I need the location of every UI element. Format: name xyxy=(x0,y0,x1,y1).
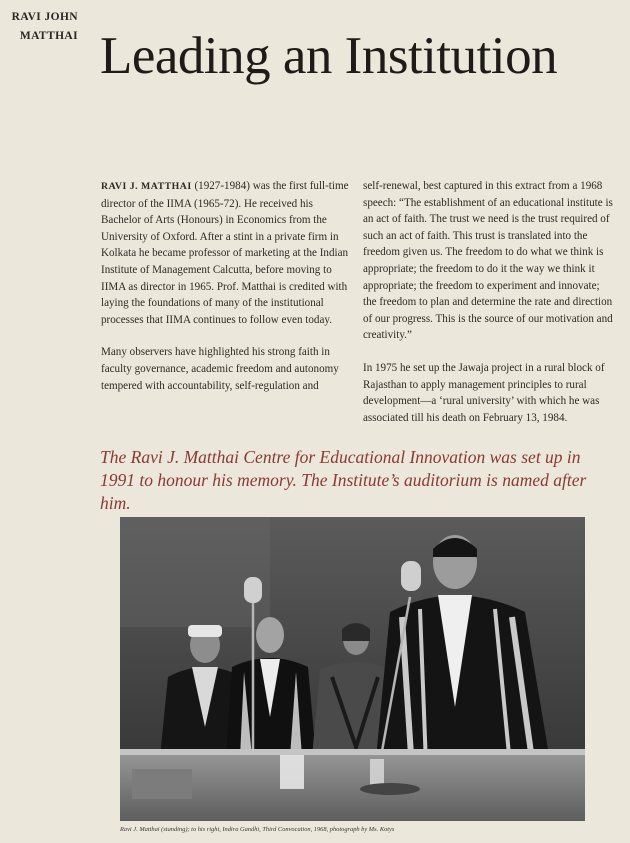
body-paragraph: In 1975 he set up the Jawaja project in a rural block of Rajasthan to apply management principles to rural development—a ‘rural university’ with which he was associated till his death on February 13, 1984. xyxy=(363,361,605,424)
table xyxy=(120,749,585,821)
person-name-line2: MATTHAI xyxy=(19,30,78,42)
page-title: Leading an Institution xyxy=(100,27,558,85)
body-column-left xyxy=(101,178,351,410)
lead-name: RAVI J. MATTHAI xyxy=(101,181,192,192)
pull-quote: The Ravi J. Matthai Centre for Educational Innovation was set up in 1991 to honour his memory. The Institute’s auditorium is named after him. xyxy=(100,447,587,513)
person-name-line1: RAVI JOHN xyxy=(11,11,78,23)
body-paragraph xyxy=(101,178,351,328)
body-paragraph: Many observers have highlighted his strong faith in faculty governance, academic freedom and autonomy tempered with accountability, self-regulation and xyxy=(101,346,339,392)
body-paragraph-text: (1927-1984) was the first full-time director of the IIMA (1965-72). He received his Bachelor of Arts (Honours) in Economics from the University of Oxford. After a stint in a private firm in Kolkata he became professor of marketing at the Indian Institute of Management Calcutta, before moving to IIMA as director in 1965. Prof. Matthai is credited with laying the foundations of many of the institutional processes that IIMA continues to follow even today. xyxy=(101,180,349,326)
photo-caption: Ravi J. Matthai (standing); to his right, Indira Gandhi, Third Convocation, 1968, photograph by Ms. Kotys xyxy=(120,826,395,833)
historical-photo xyxy=(120,517,585,821)
person-name-label xyxy=(8,8,78,46)
body-column-right xyxy=(363,178,613,442)
body-paragraph: self-renewal, best captured in this extract from a 1968 speech: “The establishment of an educational institute is an act of faith. The trust we need is the trust required of such an act of faith. This trust is translated into the freedom given us. The freedom to do what we think is appropriate; the freedom to do it the way we think it appropriate; the freedom to experiment and innovate; the freedom to plan and determine the rate and direction of our progress. This is the source of our motivation and creativity.” xyxy=(363,180,613,342)
